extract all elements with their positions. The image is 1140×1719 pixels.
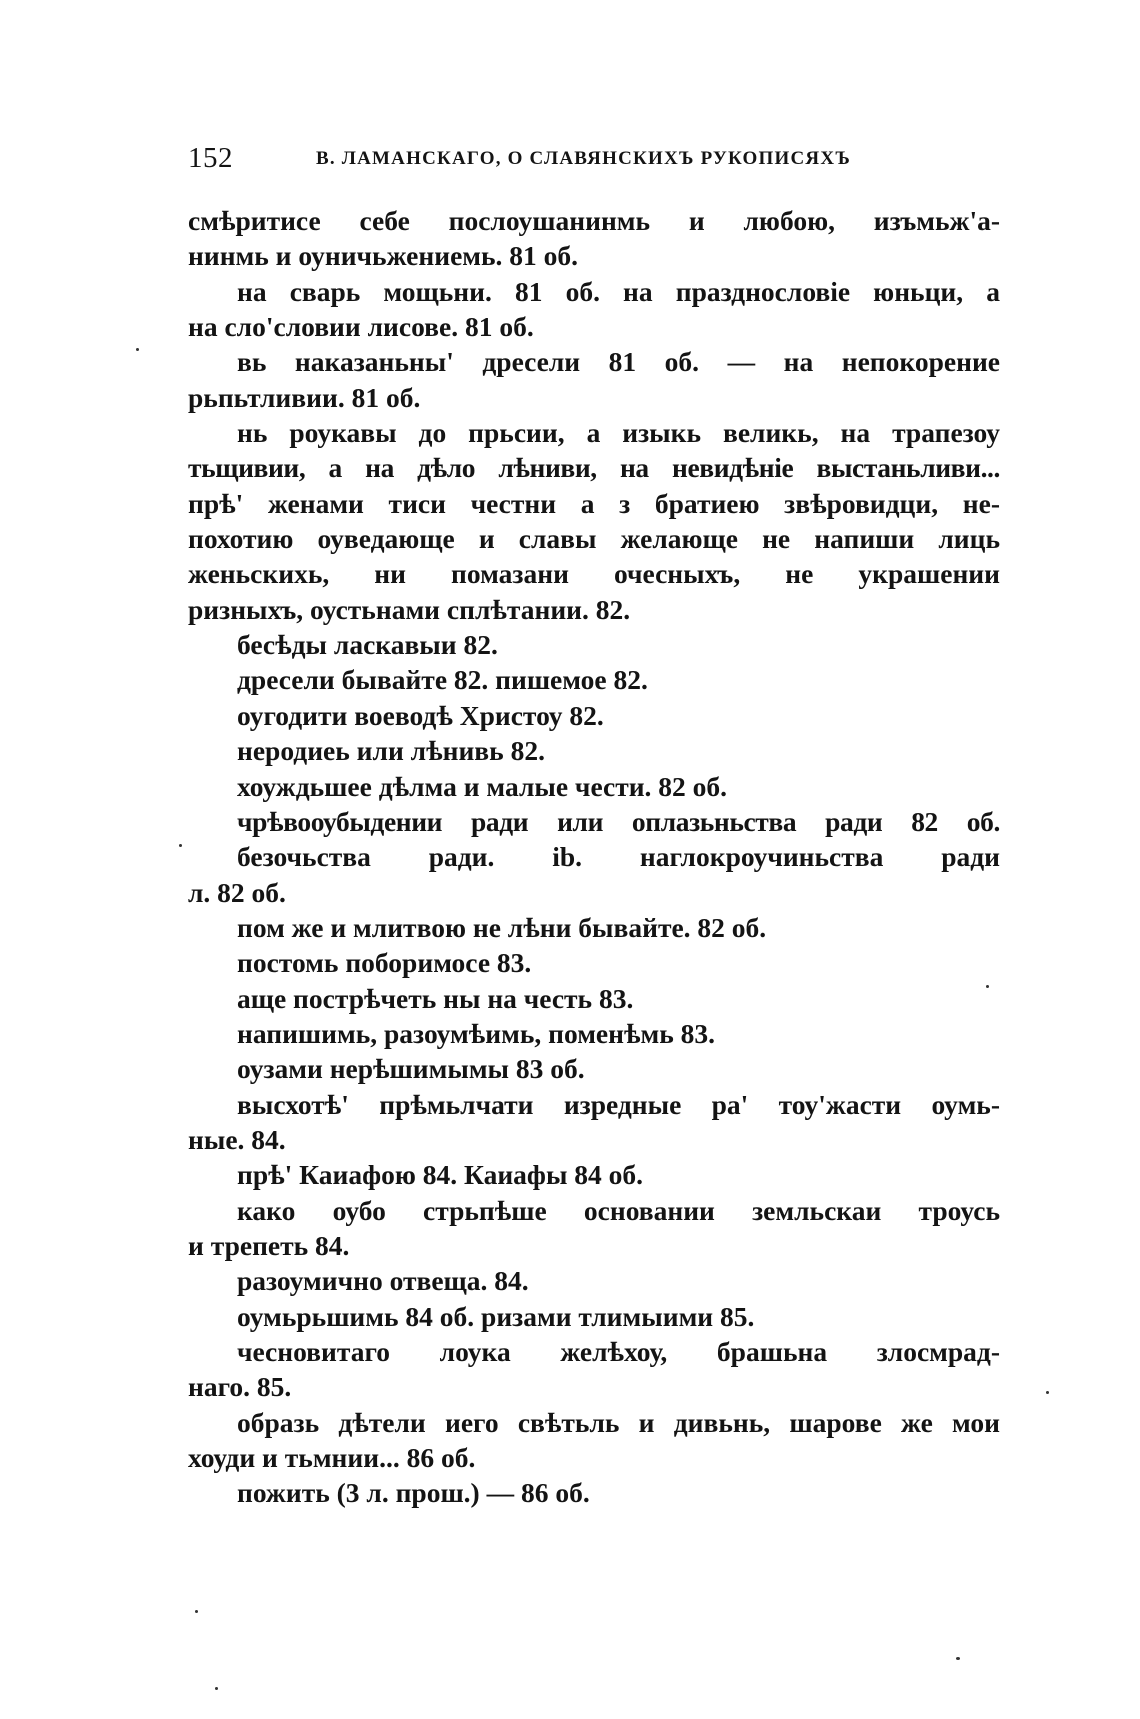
text-line: наго. 85. bbox=[188, 1371, 292, 1403]
text-line: пом же и млитвою не лѣни бывайте. 82 об. bbox=[237, 911, 767, 943]
text-line: на сло'словии лисове. 81 об. bbox=[188, 311, 534, 343]
text-line: хоуди и тьмнии... 86 об. bbox=[188, 1442, 476, 1474]
text-line: на сварь мощьни. 81 об. на празднословіе юньци, а bbox=[237, 275, 1000, 307]
text-line: высхотѣ' прѣмьлчати изредные ра' тоу'жасти оумь- bbox=[237, 1088, 1000, 1120]
text-line: оумьрьшимь 84 об. ризами тлимыими 85. bbox=[237, 1300, 755, 1332]
page-number: 152 bbox=[188, 142, 233, 174]
scan-speck bbox=[195, 1610, 198, 1613]
text-line: неродиеь или лѣнивь 82. bbox=[237, 735, 545, 767]
text-line: нинмь и оуничьжениемь. 81 об. bbox=[188, 240, 579, 272]
text-line: и трепеть 84. bbox=[188, 1229, 350, 1261]
text-line: смѣритисе себе послоушанинмь и любою, изъмьж'а- bbox=[188, 205, 1000, 236]
text-line: женьскихь, ни помазани очесныхъ, не украшении bbox=[188, 558, 1000, 590]
scan-speck bbox=[956, 1657, 960, 1660]
text-line: ризныхъ, оустьнами сплѣтании. 82. bbox=[188, 593, 631, 625]
text-line: разоумично отвеща. 84. bbox=[237, 1265, 529, 1297]
running-title: В. ЛАМАНСКАГО, О СЛАВЯНСКИХЪ РУКОПИСЯХЪ bbox=[316, 148, 851, 169]
text-line: чесновитаго лоука желѣхоу, брашьна злосмрад- bbox=[237, 1336, 1000, 1367]
text-line: прѣ' женами тиси честни а з братиею звѣровидци, не- bbox=[188, 487, 1000, 519]
text-line: хоуждьшее дѣлма и малые чести. 82 об. bbox=[237, 770, 728, 802]
text-line: бесѣды ласкавыи 82. bbox=[237, 629, 498, 661]
text-line: ные. 84. bbox=[188, 1123, 286, 1155]
text-line: пожить (3 л. прош.) — 86 об. bbox=[237, 1477, 590, 1509]
text-line: дресели бывайте 82. пишемое 82. bbox=[237, 664, 648, 696]
text-line: чрѣвооубыдении ради или оплазьньства ради 82 об. bbox=[237, 805, 1000, 837]
text-line: образь дѣтели иего свѣтьль и дивьнь, шарове же мои bbox=[237, 1406, 1000, 1438]
text-line: безочьства ради. ib. наглокроучиньства ради bbox=[237, 841, 1000, 873]
text-line: л. 82 об. bbox=[188, 876, 286, 908]
text-line: напишимь, разоумѣимь, поменѣмь 83. bbox=[237, 1017, 716, 1049]
running-head bbox=[188, 142, 1008, 182]
scan-speck bbox=[215, 1687, 218, 1690]
text-line: како оубо стрьпѣше основании земльскаи троусь bbox=[237, 1194, 1000, 1226]
text-line: постомь поборимосе 83. bbox=[237, 947, 532, 979]
scan-speck bbox=[986, 985, 989, 988]
text-line: тьщивии, а на дѣло лѣниви, на невидѣніе выстаньливи... bbox=[188, 452, 1000, 484]
text-line: вь наказаньны' дресели 81 об. — на непокорение bbox=[237, 346, 1000, 378]
text-line: оузами нерѣшимымы 83 об. bbox=[237, 1053, 585, 1085]
text-line: рьпьтливии. 81 об. bbox=[188, 381, 421, 413]
text-line: прѣ' Каиафою 84. Каиафы 84 об. bbox=[237, 1159, 644, 1191]
scan-speck bbox=[179, 844, 182, 847]
text-line: аще пострѣчеть ны на честь 83. bbox=[237, 982, 634, 1014]
text-line: похотию оуведающе и славы желающе не напиши лиць bbox=[188, 523, 1000, 555]
text-line: нь роукавы до прьсии, а изыкь великь, на трапезоу bbox=[237, 417, 1000, 449]
scan-speck bbox=[1046, 1391, 1049, 1394]
text-line: оугодити воеводѣ Христоу 82. bbox=[237, 699, 604, 731]
body-text bbox=[188, 203, 1000, 1511]
scan-speck bbox=[136, 348, 139, 351]
